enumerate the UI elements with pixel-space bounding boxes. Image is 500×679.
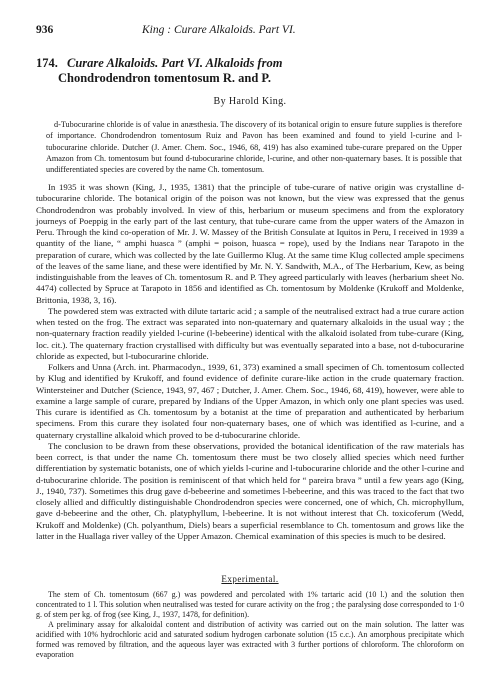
body-paragraph: The powdered stem was extracted with dilute tartaric acid ; a sample of the neutralised extract had a true curare action when tested on the frog. The extract was separated into non-quaternary and quaternary alkaloids in the usual way ; the non-quaternary fraction readily yielded l-curine (l-bebeerine) identical with the alkaloid isolated from tube-curare (King, loc. cit.). The quaternary fraction crystallised with difficulty but was eventually separated into a base, not d-tubocurarine chloride as expected, but l-tubocurarine chloride.: [36, 305, 464, 361]
author-byline: By Harold King.: [213, 96, 287, 107]
article-title-line1: Curare Alkaloids. Part VI. Alkaloids from: [67, 56, 283, 70]
body-paragraph: Folkers and Unna (Arch. int. Pharmacodyn., 1939, 61, 373) examined a small specimen of Ch. tomentosum collected by Klug and identified by Krukoff, and found evidence of definite curare-like action in the crude quaternary fraction. Wintersteiner and Dutcher (Science, 1943, 97, 467 ; Dutcher, J. Amer. Chem. Soc., 1946, 68, 419), however, were able to examine a large sample of curare, prepared by Indians of the Upper Amazon, in which only one plant species was used. This curare is identified as Ch. tomentosum by a botanist at the time of preparation and authenticated by herbarium specimens. From this curare they isolated four non-quaternary bases, one of which was identified as l-curine, and a quaternary crystalline alkaloid which proved to be d-tubocurarine chloride.: [36, 362, 464, 440]
body-paragraph: In 1935 it was shown (King, J., 1935, 1381) that the principle of tube-curare of native origin was crystalline d-tubocurarine chloride. The botanical origin of the poison was not known, but the view was expressed that the genus Chondrodendron was probably involved. In view of this, herbarium or museum specimens and from the exploratory journeys of Poeppig in the early part of the last century, that tube-curare came from the upper waters of the Amazon in Peru. Through the kind co-operation of Mr. J. W. Massey of the British Consulate at Iquitos in Peru, I received in 1939 a quantity of the liane, “ amphi huasca ” (amphi = poison, huasca = rope), used by the Indians near Tarapoto in the preparation of curare, which was collected by the late Guillermo Klug. At the same time Klug collected ample specimens of the leaves of the same liane, and these were identified by Mr. N. Y. Sandwith, M.A., of The Herbarium, Kew, as being indistinguishable from the leaves of Ch. tomentosum R. and P. They agreed particularly with leaves (herbarium sheet No. 4474) collected by Spruce at Tarapoto in 1856 and identified as Ch. tomentosum by Moldenke (Krukoff and Moldenke, Brittonia, 1938, 3, 16).: [36, 182, 464, 305]
experimental-section: [36, 590, 464, 660]
experimental-paragraph: The stem of Ch. tomentosum (667 g.) was powdered and percolated with 1% tartaric acid (10 l.) and the solution then concentrated to 1 l. This solution when neutralised was tested for curare activity on the frog ; the paralysing dose corresponded to 1·0 g. of stem per kg. of frog (see King, J., 1937, 1478, for definition).: [36, 590, 464, 619]
running-head-title: King : Curare Alkaloids. Part VI.: [142, 24, 296, 36]
abstract-paragraph: d-Tubocurarine chloride is of value in anæsthesia. The discovery of its botanical origin to ensure future supplies is therefore of importance. Chondrodendron tomentosum Ruiz and Pavon has been examined and found to yield l-curine and l-tubocurarine chloride. Dutcher (J. Amer. Chem. Soc., 1946, 68, 419) has also examined tube-curare prepared on the Upper Amazon from Ch. tomentosum but found d-tubocurarine chloride, l-curine, and other non-quaternary bases. It is possible that undifferentiated species are covered by the name Ch. tomentosum.: [46, 120, 462, 175]
running-head: [36, 24, 464, 40]
abstract: [46, 119, 462, 175]
experimental-paragraph: A preliminary assay for alkaloidal content and distribution of activity was carried out on the main solution. The latter was acidified with 10% hydrochloric acid and saturated sodium hydrogen carbonate solution (15 c.c.). An amorphous precipitate which formed was removed by filtration, and the aqueous layer was extracted with 3 further portions of chloroform. The chloroform on evaporation: [36, 620, 464, 659]
experimental-heading: Experimental.: [221, 574, 279, 584]
article-title-line2: Chondrodendron tomentosum R. and P.: [58, 71, 272, 85]
body-paragraph: The conclusion to be drawn from these observations, provided the botanical identification of the raw materials has been correct, is that under the name Ch. tomentosum there must be two closely allied species which need further differentiation by systematic botanists, one of which yields l-curine and l-tubocurarine chloride and the other l-curine and d-tubocurarine chloride. The position is reminiscent of that which held for “ pareira brava ” until a few years ago (King, J., 1940, 737). Sometimes this drug gave d-bebeerine and sometimes l-bebeerine, and this was traced to the fact that two closely allied and difficultly distinguishable Chondrodendron species were concerned, one of which, Ch. microphyllum, gave d-bebeerine and the other, Ch. platyphyllum, l-bebeerine. It is not without interest that Ch. toxicoferum (Wedd, Krukoff and Moldenke) (Ch. polyanthum, Diels) bears a superficial resemblance to Ch. tomentosum and grows like the latter in the Huallaga river valley of the Upper Amazon. Chemical examination of this species is much to be desired.: [36, 440, 464, 541]
article-number: 174.: [36, 56, 58, 70]
page-number: 936: [36, 24, 54, 36]
article-heading: [36, 56, 464, 86]
article-body: [36, 182, 464, 542]
